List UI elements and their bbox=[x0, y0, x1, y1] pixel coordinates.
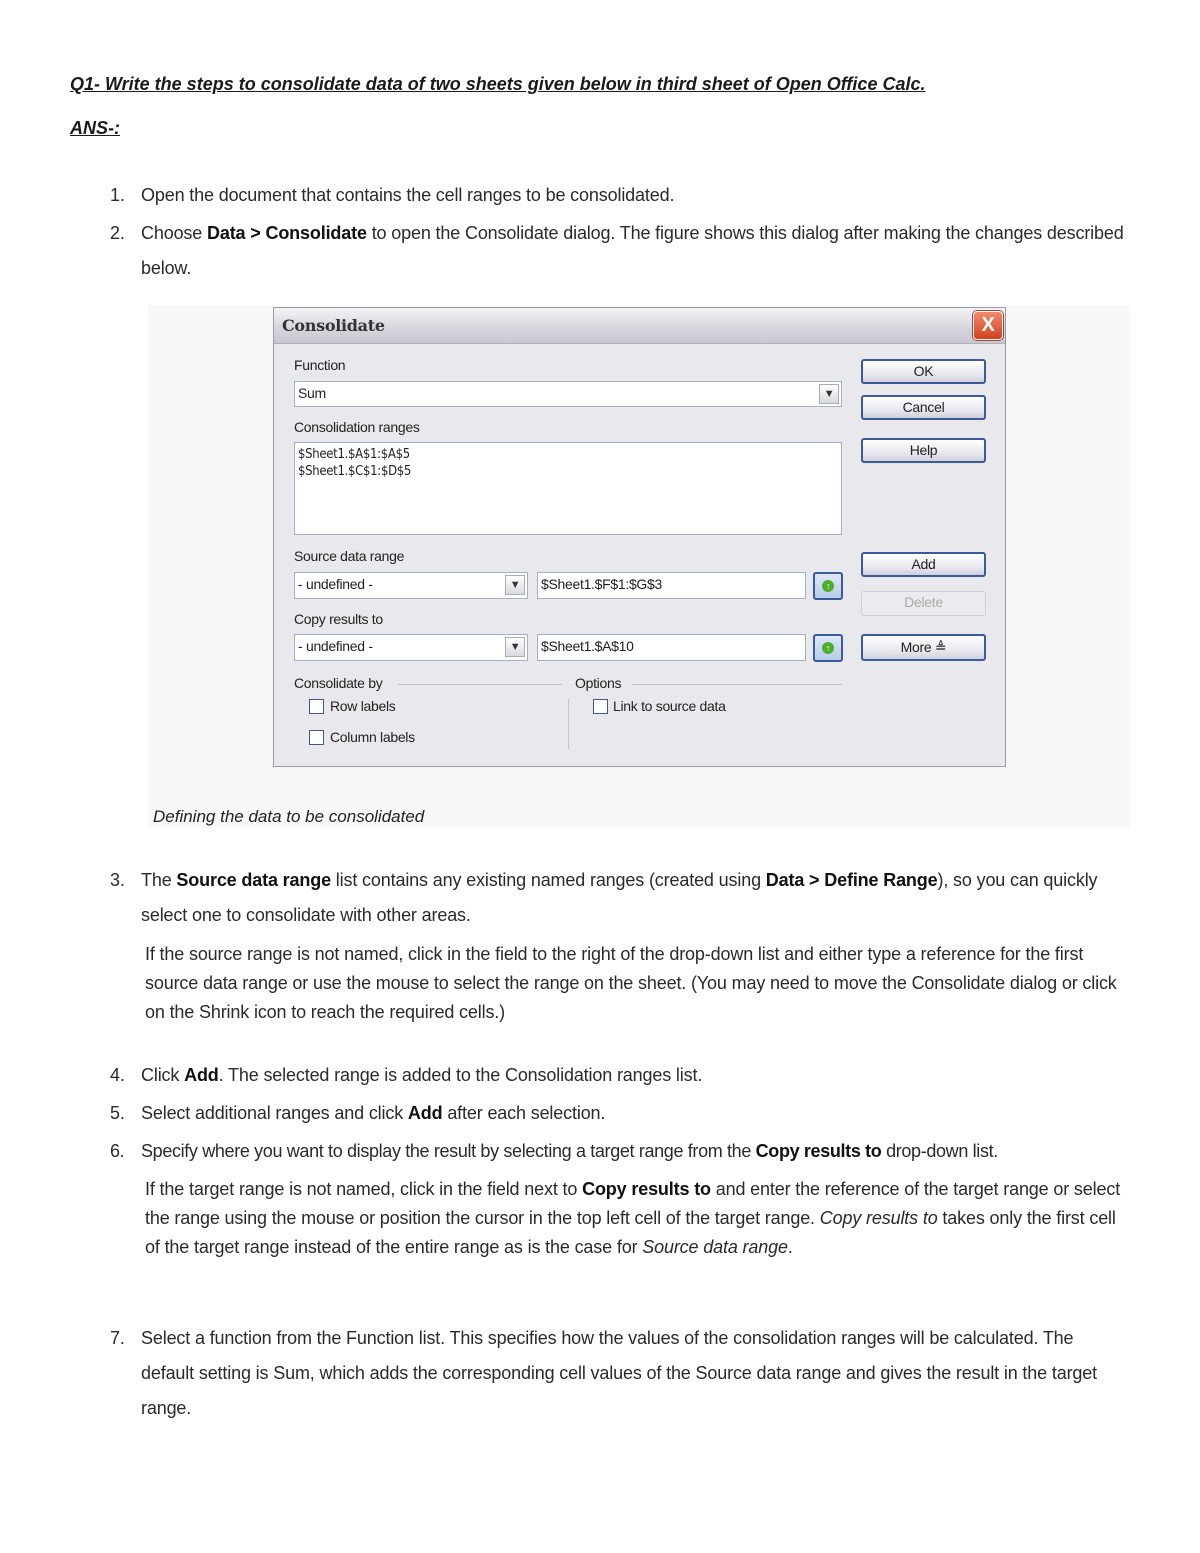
link-source-label[interactable]: Link to source data bbox=[613, 698, 726, 714]
chevron-down-icon[interactable]: ▼ bbox=[505, 575, 525, 595]
step-number: 6. bbox=[110, 1141, 125, 1161]
step-text: Select a function from the Function list. This specifies how the values of the consolidation ranges will be calculated. The default setting is Sum, which adds the corresponding cell values of the Source data range and gives the result in the target range. bbox=[141, 1328, 1097, 1418]
step-3 bbox=[110, 863, 1125, 933]
bold-term: Copy results to bbox=[755, 1141, 882, 1161]
delete-button[interactable]: Delete bbox=[861, 591, 986, 616]
help-button[interactable]: Help bbox=[861, 438, 986, 463]
source-range-input[interactable]: $Sheet1.$F$1:$G$3 bbox=[537, 572, 806, 599]
step-1 bbox=[110, 178, 1125, 213]
consolidation-ranges-list[interactable] bbox=[294, 442, 842, 535]
figure-caption: Defining the data to be consolidated bbox=[153, 807, 425, 826]
step-text: after each selection. bbox=[442, 1103, 606, 1123]
step-number: 1. bbox=[110, 185, 125, 205]
link-source-checkbox[interactable] bbox=[593, 699, 608, 714]
list-item[interactable]: $Sheet1.$C$1:$D$5 bbox=[298, 464, 412, 479]
step-6-detail bbox=[145, 1175, 1125, 1262]
row-labels-label[interactable]: Row labels bbox=[330, 698, 396, 714]
step-text: If the target range is not named, click in the field next to bbox=[145, 1179, 583, 1199]
italic-term: Source data range bbox=[642, 1237, 788, 1257]
step-2 bbox=[110, 216, 1125, 286]
dialog-title-bar[interactable] bbox=[274, 308, 1005, 344]
options-label: Options bbox=[575, 675, 622, 691]
copy-results-select[interactable] bbox=[294, 634, 528, 661]
step-number: 3. bbox=[110, 870, 125, 890]
step-4 bbox=[110, 1058, 1125, 1093]
ok-button[interactable]: OK bbox=[861, 359, 986, 384]
row-labels-checkbox[interactable] bbox=[309, 699, 324, 714]
step-text: . bbox=[787, 1237, 793, 1257]
function-select[interactable] bbox=[294, 381, 842, 407]
column-labels-checkbox[interactable] bbox=[309, 730, 324, 745]
step-text: Specify where you want to display the result by selecting a target range from the bbox=[141, 1141, 756, 1161]
question-title: Q1- Write the steps to consolidate data of two sheets given below in third sheet of Open Office Calc. bbox=[70, 74, 926, 94]
step-text: and enter the reference of the target range or select the range using the mouse or position the cursor in the top left cell of the target range. bbox=[145, 1179, 1121, 1228]
menu-path: Data > Consolidate bbox=[207, 223, 367, 243]
step-text: Select additional ranges and click bbox=[141, 1103, 408, 1123]
divider bbox=[398, 684, 562, 685]
chevron-down-icon[interactable]: ▼ bbox=[505, 637, 525, 657]
list-item[interactable]: $Sheet1.$A$1:$A$5 bbox=[298, 447, 410, 462]
menu-path: Data > Define Range bbox=[765, 870, 938, 890]
function-value: Sum bbox=[298, 385, 326, 401]
source-range-select[interactable] bbox=[294, 572, 528, 599]
step-3-detail: If the source range is not named, click in the field to the right of the drop-down list and either type a reference for the first source data range or use the mouse to select the range on the sheet. (You may need to move the Consolidate dialog or click on the Shrink icon to reach the required cells.) bbox=[145, 944, 1117, 1022]
shrink-icon[interactable]: ↑ bbox=[813, 634, 843, 662]
step-number: 5. bbox=[110, 1103, 125, 1123]
step-text: Choose bbox=[141, 223, 207, 243]
more-button[interactable]: More ≜ bbox=[861, 634, 986, 661]
source-range-label: Source data range bbox=[294, 548, 405, 564]
step-7 bbox=[110, 1321, 1125, 1426]
add-button[interactable]: Add bbox=[861, 552, 986, 577]
step-5 bbox=[110, 1096, 1125, 1131]
step-number: 4. bbox=[110, 1065, 125, 1085]
column-labels-label[interactable]: Column labels bbox=[330, 729, 415, 745]
source-select-value: - undefined - bbox=[298, 576, 373, 592]
italic-term: Copy results to bbox=[819, 1208, 938, 1228]
step-text: The bbox=[141, 870, 177, 890]
bold-term: Add bbox=[407, 1103, 443, 1123]
answer-label: ANS-: bbox=[70, 118, 120, 138]
bold-term: Add bbox=[184, 1065, 219, 1085]
step-text: list contains any existing named ranges (created using bbox=[330, 870, 766, 890]
chevron-down-icon[interactable]: ▼ bbox=[819, 384, 839, 404]
step-text: ), so you can quickly select one to consolidate with other areas. bbox=[141, 870, 1098, 925]
shrink-icon[interactable]: ↑ bbox=[813, 572, 843, 600]
bold-term: Source data range bbox=[176, 870, 331, 890]
cancel-button[interactable]: Cancel bbox=[861, 395, 986, 420]
copy-results-input[interactable]: $Sheet1.$A$10 bbox=[537, 634, 806, 661]
divider bbox=[568, 699, 569, 749]
copy-select-value: - undefined - bbox=[298, 638, 373, 654]
close-icon[interactable]: X bbox=[973, 311, 1003, 340]
step-number: 7. bbox=[110, 1328, 125, 1348]
divider bbox=[632, 684, 842, 685]
step-text: Click bbox=[141, 1065, 185, 1085]
step-text: takes only the first cell of the target range instead of the entire range as is the case for bbox=[145, 1208, 1116, 1257]
dialog-title: Consolidate bbox=[282, 316, 385, 335]
step-6 bbox=[110, 1134, 1125, 1169]
bold-term: Copy results to bbox=[582, 1179, 711, 1199]
step-text: drop-down list. bbox=[881, 1141, 998, 1161]
step-text: to open the Consolidate dialog. The figure shows this dialog after making the changes described below. bbox=[141, 223, 1124, 278]
copy-results-label: Copy results to bbox=[294, 611, 383, 627]
consolidate-by-label: Consolidate by bbox=[294, 675, 383, 691]
step-text: . The selected range is added to the Consolidation ranges list. bbox=[218, 1065, 703, 1085]
ranges-label: Consolidation ranges bbox=[294, 419, 420, 435]
step-number: 2. bbox=[110, 223, 125, 243]
function-label: Function bbox=[294, 357, 346, 373]
consolidate-dialog bbox=[273, 307, 1006, 767]
step-text: Open the document that contains the cell ranges to be consolidated. bbox=[141, 185, 675, 205]
